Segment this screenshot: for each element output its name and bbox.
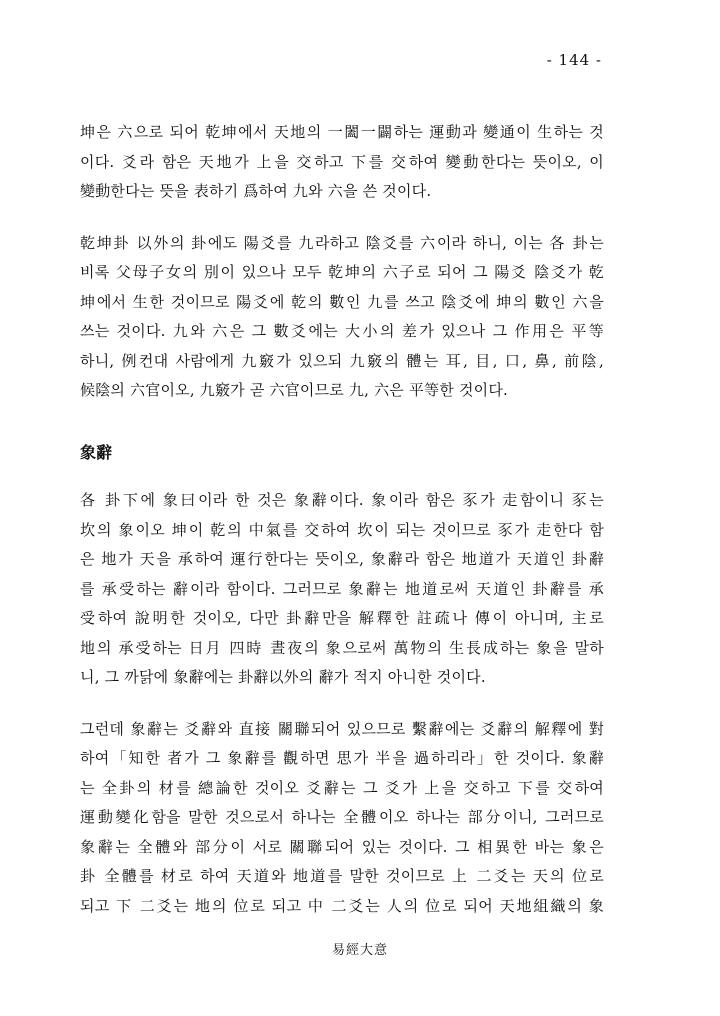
text-line: 候陰의 六官이오, 九竅가 곧 六官이므로 九, 六은 平等한 것이다. [80,381,509,399]
text-line: 쓰는 것이다. 九와 六은 그 數爻에는 大小의 差가 있으나 그 作用은 平等 [80,322,604,340]
text-line: 乾坤卦 以外의 卦에도 陽爻를 九라하고 陰爻를 六이라 하니, 이는 各 卦는 [80,233,604,252]
text-line: 坤은 六으로 되어 乾坤에서 天地의 一闔一闢하는 運動과 變通이 生하는 것 [80,123,604,141]
text-line: 運動變化함을 말한 것으로서 하나는 全體이오 하나는 部分이니, 그러므로 [80,808,604,826]
text-line: 이다. 爻라 함은 天地가 上을 交하고 下를 交하여 變動한다는 뜻이오, 이 [80,152,604,171]
paragraph [80,486,604,693]
paragraph [80,715,604,922]
text-line: 各 卦下에 象曰이라 한 것은 象辭이다. 象이라 함은 豕가 走함이니 豕는 [80,491,604,509]
text-line: 地의 承受하는 日月 四時 晝夜의 象으로써 萬物의 生長成하는 象을 말하 [80,638,604,657]
text-line: 卦 全體를 材로 하여 天道와 地道를 말한 것이므로 上 二爻는 天의 位로 [80,867,604,885]
text-line: 變動한다는 뜻을 表하기 爲하여 九와 六을 쓴 것이다. [80,182,432,200]
text-line: 되고 下 二爻는 地의 位로 되고 中 二爻는 人의 位로 되어 天地組織의 象 [80,896,604,915]
text-line: 坤에서 生한 것이므로 陽爻에 乾의 數인 九를 쓰고 陰爻에 坤의 數인 六을 [80,292,604,311]
text-line: 니, 그 까닭에 象辭에는 卦辭以外의 辭가 적지 아니한 것이다. [80,668,486,686]
text-line: 그런데 象辭는 爻辭와 直接 關聯되어 있으므로 繫辭에는 爻辭의 解釋에 對 [80,719,604,738]
text-line: 는 全卦의 材를 總論한 것이오 爻辭는 그 爻가 上을 交하고 下를 交하여 [80,778,604,797]
section-2-body [80,486,604,943]
section-1-body [80,118,604,428]
text-line: 를 承受하는 辭이라 함이다. 그러므로 象辭는 地道로써 天道인 卦辭를 承 [80,579,604,598]
paragraph [80,229,604,406]
paragraph [80,118,604,207]
text-line: 하니, 例컨대 사람에게 九竅가 있으되 九竅의 體는 耳, 目, 口, 鼻, 前陰, [80,351,604,370]
text-line: 비록 父母子女의 別이 있으나 모두 乾坤의 六子로 되어 그 陽爻 陰爻가 乾 [80,263,604,281]
text-line: 은 地가 天을 承하여 運行한다는 뜻이오, 象辭라 함은 地道가 天道인 卦辭 [80,550,604,568]
footer-book-title: 易經大意 [331,943,388,958]
text-line: 受하여 說明한 것이오, 다만 卦辭만을 解釋한 註疏나 傳이 아니며, 主로 [80,609,604,627]
text-line: 하여「知한 者가 그 象辭를 觀하면 思가 半을 過하리라」한 것이다. 象辭 [80,749,604,767]
text-line: 象辭는 全體와 部分이 서로 關聯되어 있는 것이다. 그 相異한 바는 象은 [80,837,604,856]
section-heading: 象辭 [80,443,113,462]
page-number: - 144 - [546,51,602,69]
text-line: 坎의 象이오 坤이 乾의 中氣를 交하여 坎이 되는 것이므로 豕가 走한다 함 [80,520,604,539]
